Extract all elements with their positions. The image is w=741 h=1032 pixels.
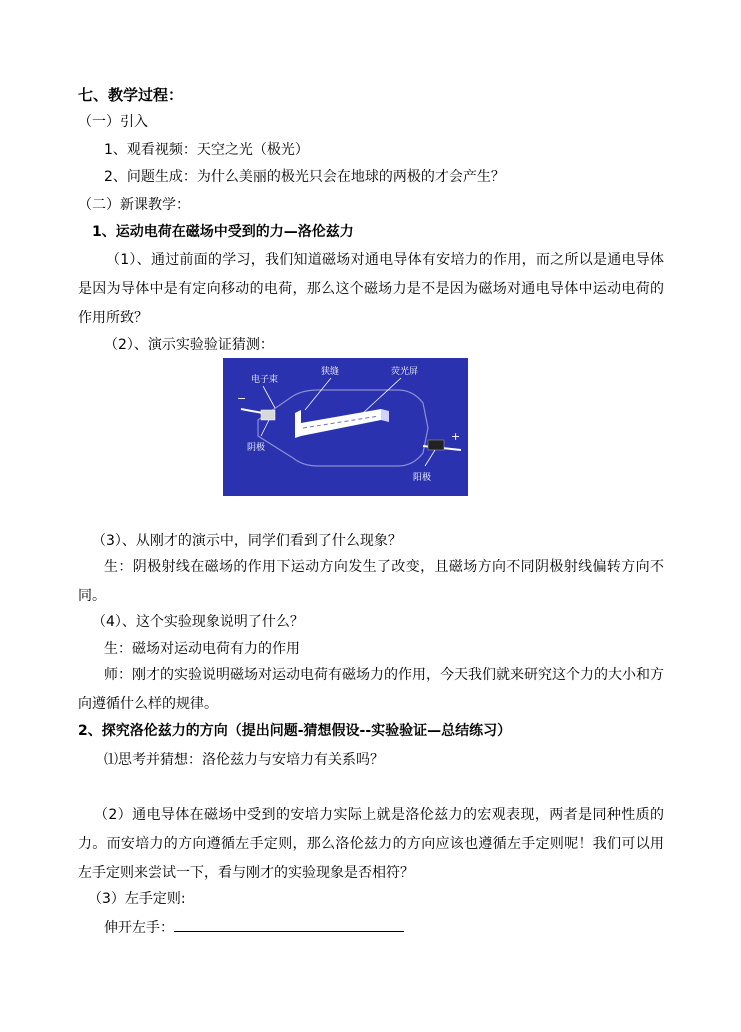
label-anode: 阳极 bbox=[413, 473, 432, 483]
paragraph-3: （3）、从刚才的演示中，同学们看到了什么现象？ bbox=[92, 533, 402, 549]
leader-slit bbox=[305, 378, 331, 410]
minus-sign: − bbox=[237, 392, 247, 405]
label-slit: 狭缝 bbox=[321, 367, 340, 377]
plus-sign: + bbox=[451, 430, 461, 443]
glass-tube-outline bbox=[258, 390, 428, 466]
question-2: （2）通电导体在磁场中受到的安培力实际上就是洛伦兹力的宏观表现，两者是同种性质的力。而安培力的方向遵循左手定则，那么洛伦兹力的方向应该也遵循左手定则呢！我们可以用左手定则来尝试一下，看与刚才的实验现象是否相符？ bbox=[78, 807, 664, 881]
label-electron-beam: 电子束 bbox=[251, 375, 279, 385]
list-item: 1、观看视频：天空之光（极光） bbox=[104, 142, 309, 158]
fluorescent-screen-end bbox=[381, 409, 389, 422]
paragraph-3-answer: 生：阴极射线在磁场的作用下运动方向发生了改变，且磁场方向不同阴极射线偏转方向不同。 bbox=[78, 559, 664, 604]
cathode-ray-tube-figure bbox=[223, 358, 468, 496]
paragraph-4-answer: 生：磁场对运动电荷有力的作用 bbox=[104, 641, 300, 657]
cathode-electrode bbox=[261, 410, 275, 420]
leader-cathode bbox=[261, 420, 269, 436]
question-1: ⑴思考并猜想：洛伦兹力与安培力有关系吗？ bbox=[104, 752, 384, 768]
answer-blank[interactable] bbox=[174, 917, 404, 932]
paragraph-4-teacher: 师：刚才的实验说明磁场对运动电荷有磁场力的作用，今天我们就来研究这个力的大小和方向遵循什么样的规律。 bbox=[78, 667, 664, 712]
label-screen: 荧光屏 bbox=[391, 367, 419, 377]
part2-title: （二）新课教学： bbox=[78, 197, 190, 213]
paragraph-4: （4）、这个实验现象说明了什么？ bbox=[92, 614, 304, 630]
paragraph-2: （2）、演示实验验证猜测： bbox=[104, 337, 274, 353]
question-3-fill-label: 伸开左手： bbox=[104, 920, 174, 936]
leader-screen bbox=[363, 378, 401, 413]
list-item: 2、问题生成：为什么美丽的极光只会在地球的两极的才会产生？ bbox=[104, 169, 505, 185]
question-3-fill-line bbox=[104, 917, 404, 938]
heading-lorentz-force: 1、运动电荷在磁场中受到的力—洛伦兹力 bbox=[92, 224, 354, 240]
leader-anode bbox=[425, 450, 435, 466]
heading-direction: 2、探究洛伦兹力的方向（提出问题-猜想假设--实验验证—总结练习） bbox=[78, 723, 512, 739]
slit-plate bbox=[295, 410, 301, 438]
question-3: （3）左手定则: bbox=[88, 891, 186, 907]
paragraph-1: （1）、通过前面的学习，我们知道磁场对通电导体有安培力的作用，而之所以是通电导体是因为导体中是有定向移动的电荷，那么这个磁场力是不是因为磁场对通电导体中运动电荷的作用所致？ bbox=[78, 252, 664, 326]
anode-electrode bbox=[428, 440, 444, 450]
part1-title: （一）引入 bbox=[78, 114, 148, 130]
section-title: 七、教学过程： bbox=[78, 86, 184, 104]
label-cathode: 阴极 bbox=[247, 443, 266, 453]
leader-beam bbox=[263, 386, 275, 408]
